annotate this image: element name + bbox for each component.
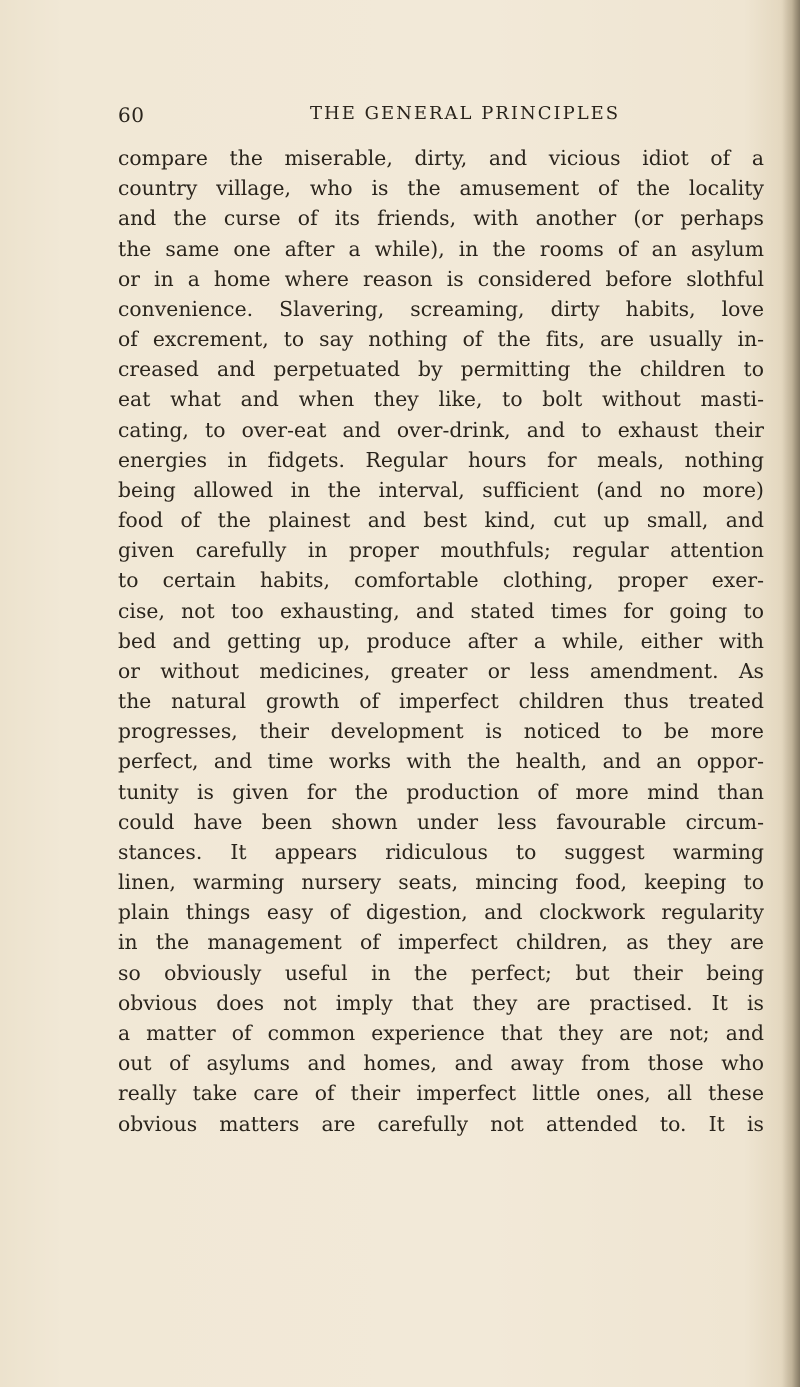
text-line: in the management of imperfect children, as they are	[118, 930, 764, 955]
text-line: convenience. Slavering, screaming, dirty habits, love	[118, 296, 764, 321]
text-line: cating, to over-eat and over-drink, and to exhaust their	[118, 417, 764, 442]
text-line: cise, not too exhausting, and stated times for going to	[118, 598, 764, 623]
body-text	[118, 143, 764, 1139]
text-line: progresses, their development is noticed to be more	[118, 719, 764, 744]
text-line: the natural growth of imperfect children thus treated	[118, 689, 764, 714]
text-line: linen, warming nursery seats, mincing food, keeping to	[118, 870, 764, 895]
text-line: out of asylums and homes, and away from those who	[118, 1051, 764, 1076]
text-line: given carefully in proper mouthfuls; regular attention	[118, 538, 764, 563]
text-line: obvious matters are carefully not attended to. It is	[118, 1111, 764, 1136]
text-line: compare the miserable, dirty, and vicious idiot of a	[118, 146, 764, 170]
text-line: the same one after a while), in the rooms of an asylum	[118, 236, 764, 261]
text-line: so obviously useful in the perfect; but their being	[118, 960, 764, 985]
text-line: being allowed in the interval, sufficient (and no more)	[118, 477, 764, 502]
text-line: plain things easy of digestion, and clockwork regularity	[118, 900, 764, 925]
text-line: eat what and when they like, to bolt without masti-	[118, 387, 764, 412]
text-line: or without medicines, greater or less amendment. As	[118, 658, 764, 683]
text-line: food of the plainest and best kind, cut up small, and	[118, 508, 764, 533]
text-line: stances. It appears ridiculous to suggest warming	[118, 839, 764, 864]
text-line: or in a home where reason is considered before slothful	[118, 266, 764, 291]
text-line: country village, who is the amusement of the locality	[118, 176, 764, 201]
running-head: THE GENERAL PRINCIPLES	[310, 103, 621, 124]
page-header	[118, 103, 764, 133]
text-line: and the curse of its friends, with another (or perhaps	[118, 206, 764, 231]
text-line: bed and getting up, produce after a while, either with	[118, 628, 764, 653]
text-line: of excrement, to say nothing of the fits, are usually in-	[118, 327, 764, 352]
text-line: to certain habits, comfortable clothing, proper exer-	[118, 568, 764, 593]
text-line: could have been shown under less favourable circum-	[118, 809, 764, 834]
page-binding-shadow	[782, 0, 800, 1387]
text-line: really take care of their imperfect little ones, all these	[118, 1081, 764, 1106]
page-number: 60	[118, 103, 145, 127]
text-line: a matter of common experience that they are not; and	[118, 1020, 764, 1045]
text-line: energies in fidgets. Regular hours for meals, nothing	[118, 447, 764, 472]
text-line: creased and perpetuated by permitting the children to	[118, 357, 764, 382]
text-line: perfect, and time works with the health, and an oppor-	[118, 749, 764, 774]
text-line: tunity is given for the production of more mind than	[118, 779, 764, 804]
text-line: obvious does not imply that they are practised. It is	[118, 990, 764, 1015]
